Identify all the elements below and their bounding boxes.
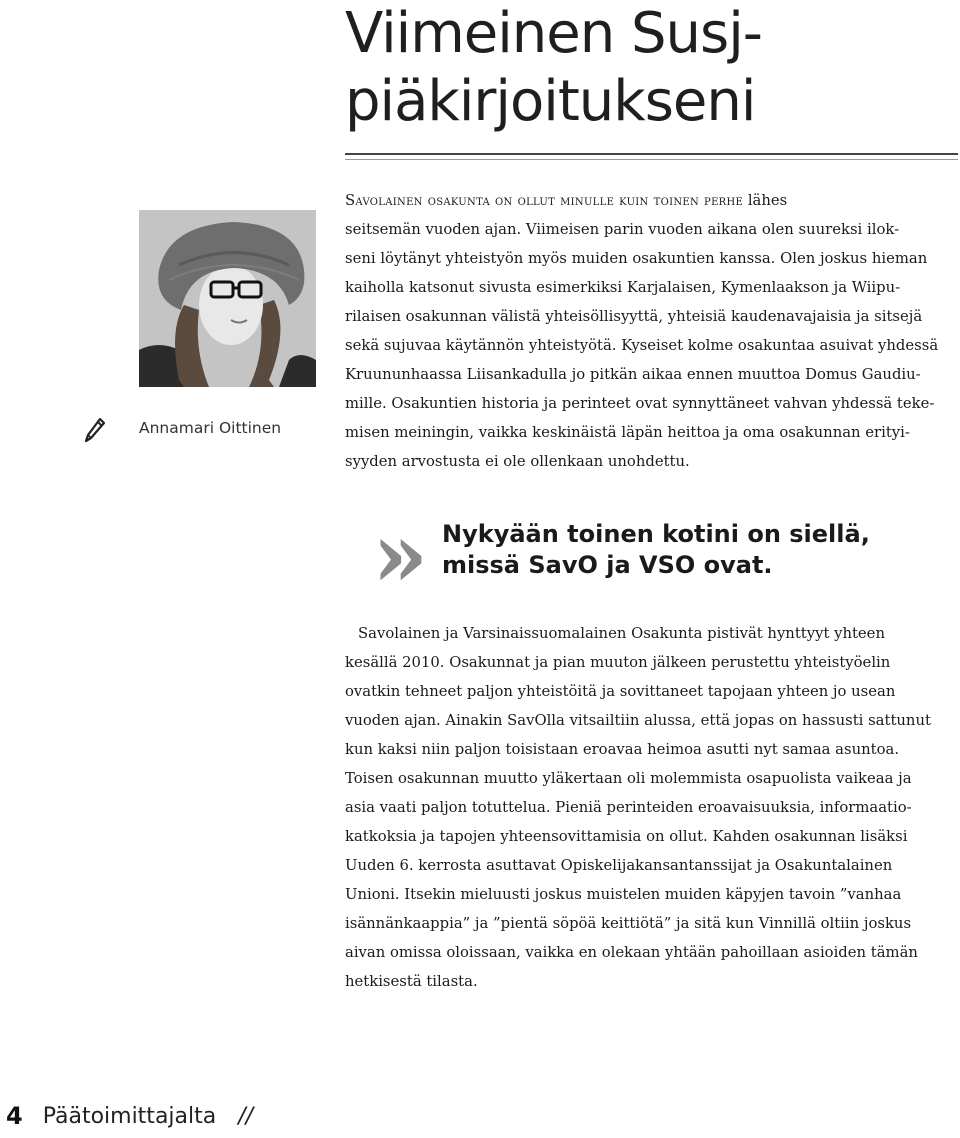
body-paragraph [345, 619, 957, 996]
body-line: kesällä 2010. Osakunnat ja pian muuton jälkeen perustettu yhteistyöelin [345, 654, 891, 671]
intro-line: kaiholla katsonut sivusta esimerkiksi Karjalaisen, Kymenlaakson ja Wiipu- [345, 279, 901, 296]
intro-line: misen meiningin, vaikka keskinäistä läpän heittoa ja oma osakunnan erityi- [345, 424, 910, 441]
pullquote [442, 519, 942, 581]
page-number: 4 [6, 1102, 23, 1130]
article-title [345, 0, 955, 136]
body-line: ovatkin tehneet paljon yhteistöitä ja sovittaneet tapojaan yhteen jo usean [345, 683, 896, 700]
title-line: piäkirjoitukseni [345, 69, 756, 134]
body-line: Uuden 6. kerrosta asuttavat Opiskelijakansantanssijat ja Osakuntalainen [345, 857, 893, 874]
intro-paragraph [345, 186, 957, 476]
author-portrait [139, 210, 316, 387]
body-line: hetkisestä tilasta. [345, 973, 478, 990]
intro-lead-in: Savolainen osakunta on ollut minulle kuin toinen perhe [345, 192, 744, 209]
intro-line: rilaisen osakunnan välistä yhteisöllisyyttä, yhteisiä kaudenavajaisia ja sitsejä [345, 308, 923, 325]
section-separator: // [238, 1103, 254, 1129]
intro-line: seni löytänyt yhteistyön myös muiden osakuntien kanssa. Olen joskus hieman [345, 250, 928, 267]
body-line: Toisen osakunnan muutto yläkertaan oli molemmista osapuolista vaikeaa ja [345, 770, 912, 787]
intro-line: syyden arvostusta ei ole ollenkaan unohdettu. [345, 453, 690, 470]
body-line: isännänkaappia” ja ”pientä söpöä keittiötä” ja sitä kun Vinnillä oltiin joskus [345, 915, 912, 932]
portrait-illustration [139, 210, 316, 387]
intro-line: lähes [743, 192, 788, 209]
intro-line-first [345, 186, 957, 215]
body-line: kun kaksi niin paljon toisistaan eroavaa heimoa asutti nyt samaa asuntoa. [345, 741, 900, 758]
title-divider-thin [345, 159, 958, 160]
body-line: katkoksia ja tapojen yhteensovittamisia on ollut. Kahden osakunnan lisäksi [345, 828, 908, 845]
section-name: Päätoimittajalta [42, 1103, 217, 1129]
intro-line: sekä sujuvaa käytännön yhteistyötä. Kyseiset kolme osakuntaa asuivat yhdessä [345, 337, 939, 354]
intro-line: seitsemän vuoden ajan. Viimeisen parin vuoden aikana olen suureksi ilok- [345, 221, 900, 238]
pullquote-mark: » [372, 502, 429, 608]
body-line: Unioni. Itsekin mieluusti joskus muistelen muiden käpyjen tavoin ”vanhaa [345, 886, 902, 903]
page-footer [6, 1102, 253, 1138]
title-divider [345, 153, 958, 155]
body-line: Savolainen ja Varsinaissuomalainen Osakunta pistivät hynttyyt yhteen [358, 625, 885, 642]
body-line: aivan omissa oloissaan, vaikka en olekaan yhtään pahoillaan asioiden tämän [345, 944, 918, 961]
author-byline [84, 415, 324, 445]
pullquote-line: missä SavO ja VSO ovat. [442, 551, 773, 579]
author-name: Annamari Oittinen [139, 419, 282, 437]
body-line: vuoden ajan. Ainakin SavOlla vitsailtiin alussa, että jopas on hassusti sattunut [345, 712, 931, 729]
intro-line: mille. Osakuntien historia ja perinteet ovat synnyttäneet vahvan yhdessä teke- [345, 395, 935, 412]
pencil-icon [84, 417, 106, 443]
title-line: Viimeinen Susj- [345, 1, 762, 66]
intro-line: Kruununhaassa Liisankadulla jo pitkän aikaa ennen muuttoa Domus Gaudiu- [345, 366, 921, 383]
body-line: asia vaati paljon totuttelua. Pieniä perinteiden eroavaisuuksia, informaatio- [345, 799, 912, 816]
pullquote-line: Nykyään toinen kotini on siellä, [442, 520, 870, 548]
